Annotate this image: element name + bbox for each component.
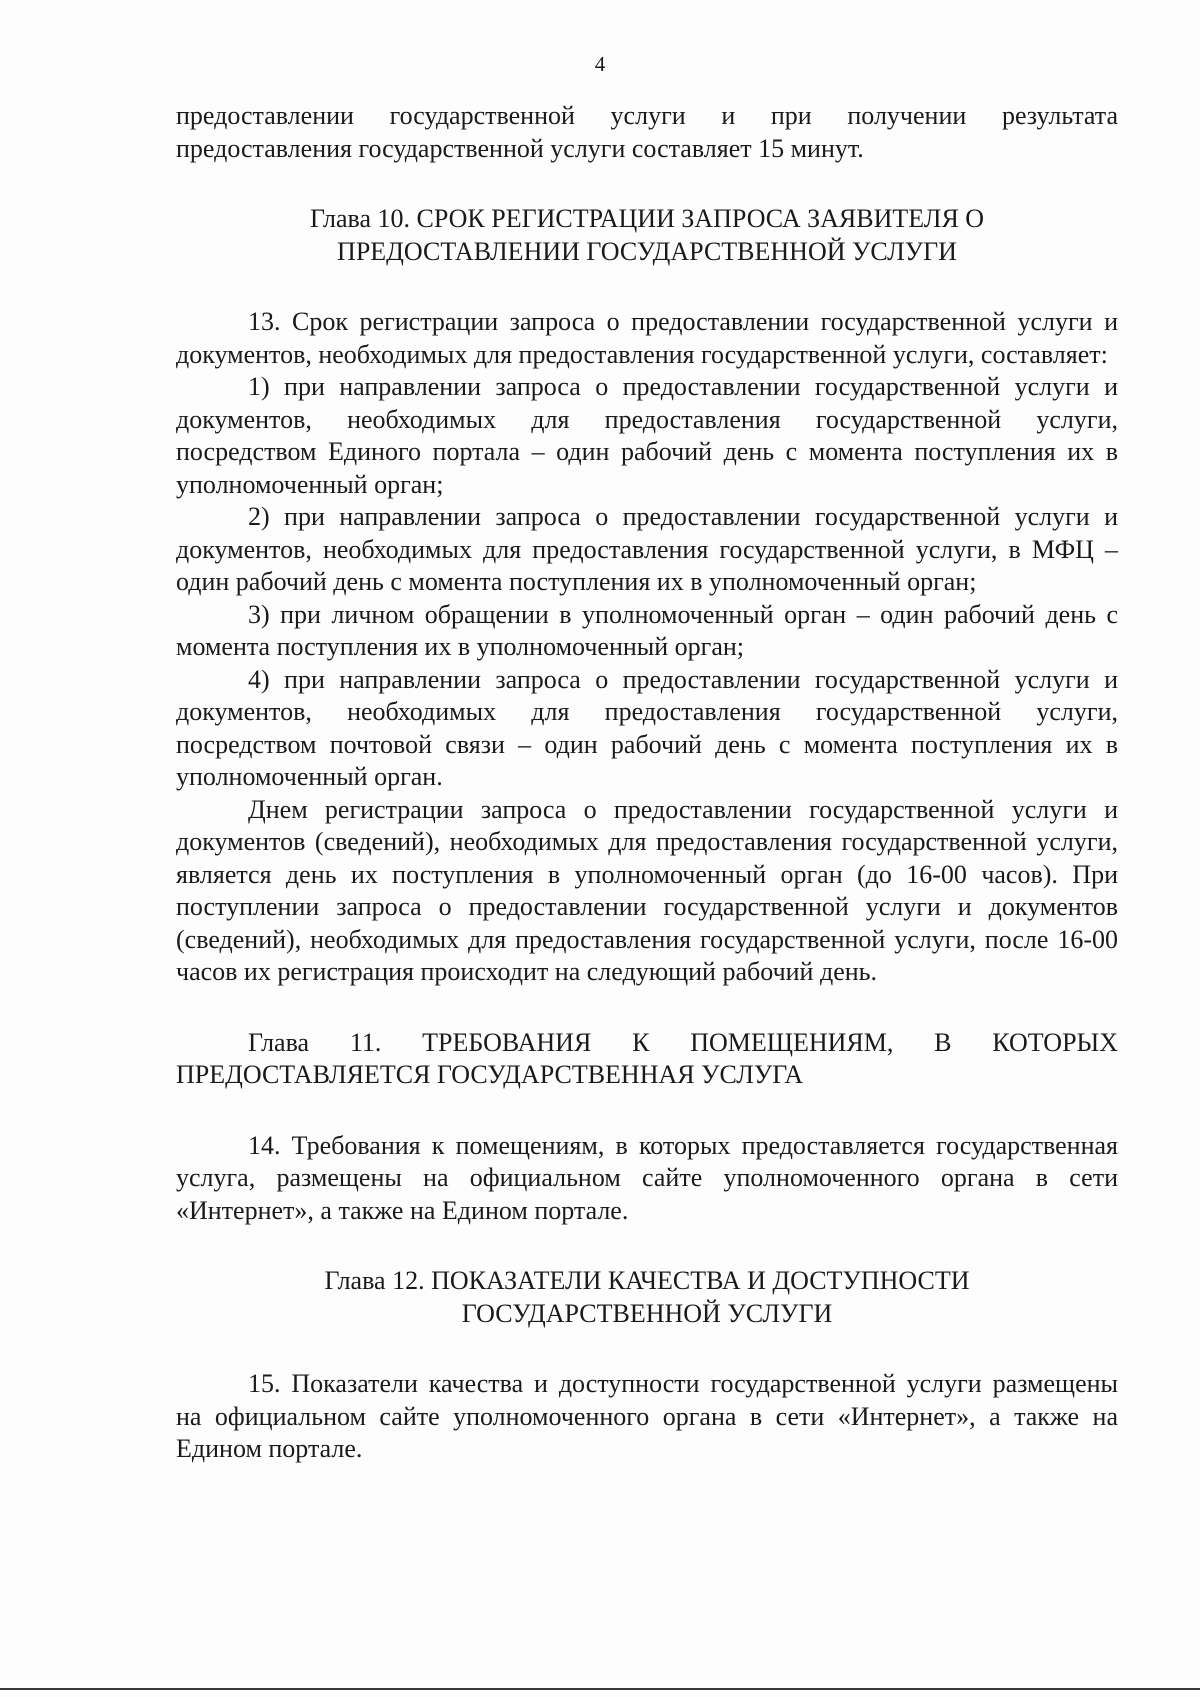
clause-14: 14. Требования к помещениям, в которых предоставляется государственная услуга, размещены на официальном сайте уполномоченного органа в сети «Интернет», а также на Едином портале.	[176, 1130, 1118, 1225]
chapter-12-heading-line2: ГОСУДАРСТВЕННОЙ УСЛУГИ	[461, 1298, 833, 1328]
clause-13-item-3: 3) при личном обращении в уполномоченный орган – один рабочий день с момента поступления их в уполномоченный орган;	[176, 599, 1118, 661]
page-number: 4	[594, 52, 606, 76]
clause-13-registration-day: Днем регистрации запроса о предоставлении государственной услуги и документов (сведений), необходимых для предоставления государственной услуги, является день их поступления в уполномоченный орган (до 16-00 часов). При поступлении запроса о предоставлении государственной услуги и документов (сведений), необходимых для предоставления государственной услуги, после 16-00 часов их регистрация происходит на следующий рабочий день.	[176, 794, 1118, 986]
document-body	[176, 100, 1118, 1466]
chapter-12-heading-line1: Глава 12. ПОКАЗАТЕЛИ КАЧЕСТВА И ДОСТУПНОСТИ	[324, 1266, 970, 1295]
chapter-10-heading-line2: ПРЕДОСТАВЛЕНИИ ГОСУДАРСТВЕННОЙ УСЛУГИ	[337, 236, 957, 266]
chapter-10-heading-line1: Глава 10. СРОК РЕГИСТРАЦИИ ЗАПРОСА ЗАЯВИТЕЛЯ О	[309, 204, 985, 233]
page-bottom-edge	[0, 1688, 1200, 1690]
clause-13-item-1: 1) при направлении запроса о предоставлении государственной услуги и документов, необходимых для предоставления государственной услуги, посредством Единого портала – один рабочий день с момента поступления их в уполномоченный орган;	[176, 372, 1118, 499]
chapter-11-heading: Глава 11. ТРЕБОВАНИЯ К ПОМЕЩЕНИЯМ, В КОТОРЫХ ПРЕДОСТАВЛЯЕТСЯ ГОСУДАРСТВЕННАЯ УСЛУГА	[176, 1027, 1118, 1089]
clause-13: 13. Срок регистрации запроса о предоставлении государственной услуги и документов, необходимых для предоставления государственной услуги, составляет:	[176, 307, 1118, 369]
clause-15: 15. Показатели качества и доступности государственной услуги размещены на официальном сайте уполномоченного органа в сети «Интернет», а также на Едином портале.	[176, 1369, 1118, 1463]
clause-13-item-4: 4) при направлении запроса о предоставлении государственной услуги и документов, необходимых для предоставления государственной услуги, посредством почтовой связи – один рабочий день с момента поступления их в уполномоченный орган.	[176, 664, 1118, 791]
clause-13-item-2: 2) при направлении запроса о предоставлении государственной услуги и документов, необходимых для предоставления государственной услуги, в МФЦ – один рабочий день с момента поступления их в уполномоченный орган;	[176, 502, 1118, 596]
paragraph-continuation: предоставлении государственной услуги и при получении результата предоставления государственной услуги составляет 15 минут.	[176, 101, 1118, 163]
